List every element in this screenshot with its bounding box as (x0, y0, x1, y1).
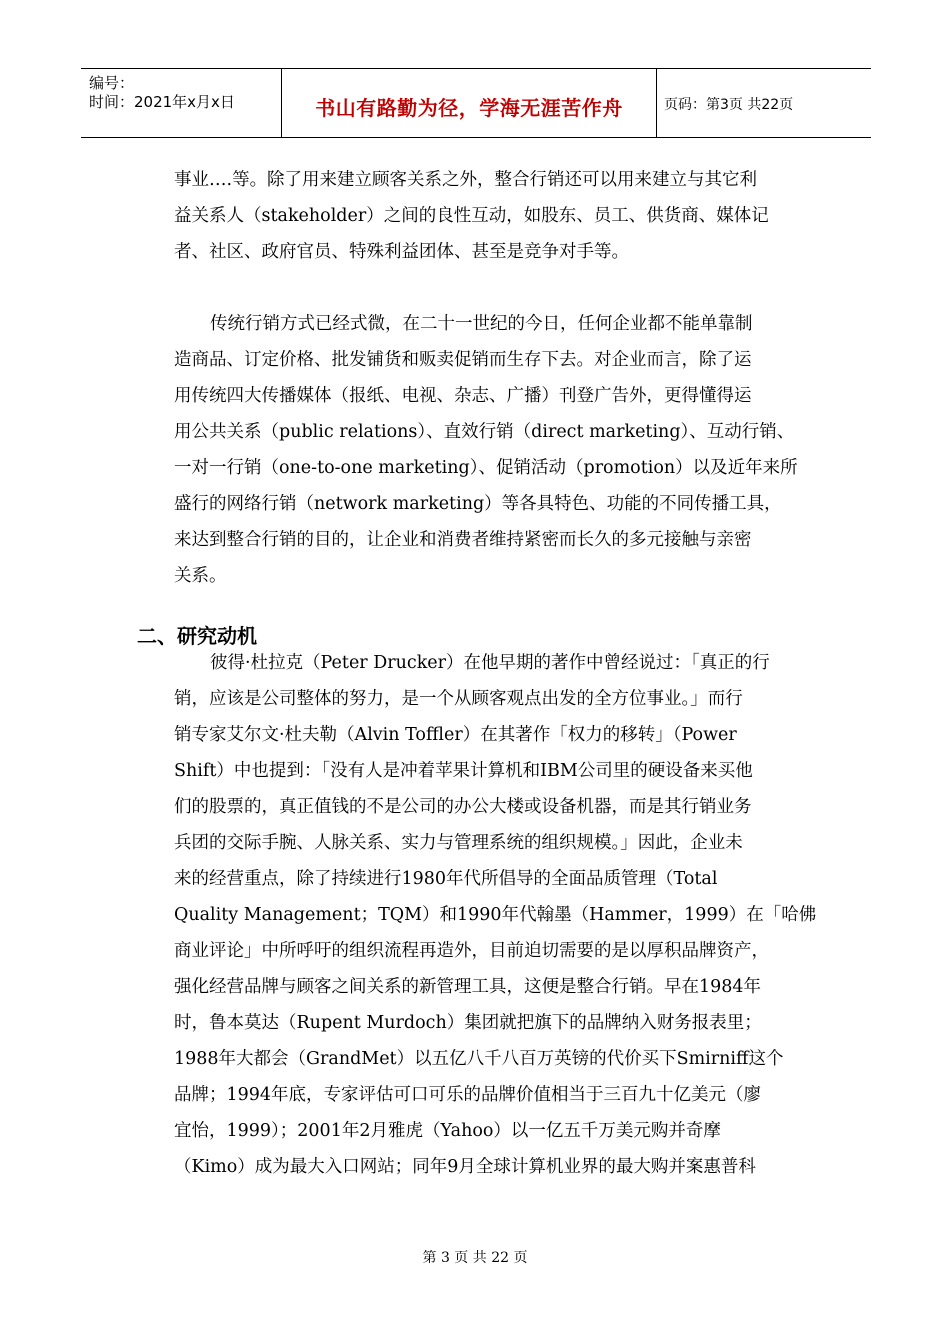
text-line: 1988年大都会（GrandMet）以五亿八千八百万英镑的代价买下Smirniff这个 (174, 1049, 784, 1069)
text-line: 事业….等。除了用来建立顾客关系之外，整合行销还可以用来建立与其它利 (174, 170, 758, 190)
text-line: （Kimo）成为最大入口网站；同年9月全球计算机业界的最大购并案惠普科 (174, 1157, 756, 1177)
text-line: 来的经营重点，除了持续进行1980年代所倡导的全面品质管理（Total (174, 869, 718, 889)
header-motto: 书山有路勤为径，学海无涯苦作舟 (315, 96, 623, 120)
text-line: 宜怡，1999）；2001年2月雅虎（Yahoo）以一亿五千万美元购并奇摩 (174, 1121, 721, 1141)
text-line: Shift）中也提到：「没有人是冲着苹果计算机和IBM公司里的硬设备来买他 (174, 761, 753, 781)
paragraph-3 (174, 646, 818, 1186)
header-right-cell (656, 69, 871, 137)
paragraph-spacer (174, 270, 818, 306)
text-line: 们的股票的，真正值钱的不是公司的办公大楼或设备机器，而是其行销业务 (174, 797, 752, 817)
body-text-bottom (174, 646, 818, 1186)
header-page-number: 页码：第3页 共22页 (664, 97, 794, 113)
text-line: 一对一行销（one-to-one marketing）、促销活动（promotion）以及近年来所 (174, 458, 798, 478)
text-line: 来达到整合行销的目的，让企业和消费者维持紧密而长久的多元接触与亲密 (174, 530, 752, 550)
text-line: 盛行的网络行销（network marketing）等各具特色、功能的不同传播工具， (174, 494, 782, 514)
page-header (81, 68, 871, 138)
text-line: 益关系人（stakeholder）之间的良性互动，如股东、员工、供货商、媒体记 (174, 206, 769, 226)
text-line: 强化经营品牌与顾客之间关系的新管理工具，这便是整合行销。早在1984年 (174, 977, 762, 997)
text-line: Quality Management；TQM）和1990年代翰墨（Hammer，1999）在「哈佛 (174, 905, 817, 925)
text-line: 造商品、订定价格、批发铺货和贩卖促销而生存下去。对企业而言，除了运 (174, 350, 752, 370)
text-line: 传统行销方式已经式微，在二十一世纪的今日，任何企业都不能单靠制 (210, 314, 753, 334)
paragraph-1 (174, 162, 818, 270)
text-line: 销，应该是公司整体的努力，是一个从顾客观点出发的全方位事业。」而行 (174, 689, 743, 709)
body-text-top (174, 162, 818, 594)
paragraph-2 (174, 306, 818, 594)
header-middle-cell (281, 69, 657, 137)
page-footer: 第 3 页 共 22 页 (422, 1250, 528, 1266)
document-number-label: 编号： (89, 74, 135, 92)
header-left-cell (81, 69, 281, 137)
text-line: 销专家艾尔文·杜夫勒（Alvin Toffler）在其著作「权力的移转」（Power (174, 725, 737, 745)
text-line: 用传统四大传播媒体（报纸、电视、杂志、广播）刊登广告外，更得懂得运 (174, 386, 752, 406)
document-date-label: 时间：2021年x月x日 (89, 93, 235, 111)
text-line: 者、社区、政府官员、特殊利益团体、甚至是竞争对手等。 (174, 242, 629, 262)
text-line: 用公共关系（public relations）、直效行销（direct marketing）、互动行销、 (174, 422, 795, 442)
text-line: 商业评论」中所呼吁的组织流程再造外，目前迫切需要的是以厚积品牌资产， (174, 941, 769, 961)
text-line: 兵团的交际手腕、人脉关系、实力与管理系统的组织规模。」因此，企业未 (174, 833, 743, 853)
text-line: 关系。 (174, 566, 227, 586)
section-heading: 二、研究动机 (137, 624, 257, 648)
text-line: 彼得·杜拉克（Peter Drucker）在他早期的著作中曾经说过：「真正的行 (210, 653, 770, 673)
text-line: 品牌；1994年底，专家评估可口可乐的品牌价值相当于三百九十亿美元（廖 (174, 1085, 762, 1105)
text-line: 时，鲁本莫达（Rupent Murdoch）集团就把旗下的品牌纳入财务报表里； (174, 1013, 762, 1033)
